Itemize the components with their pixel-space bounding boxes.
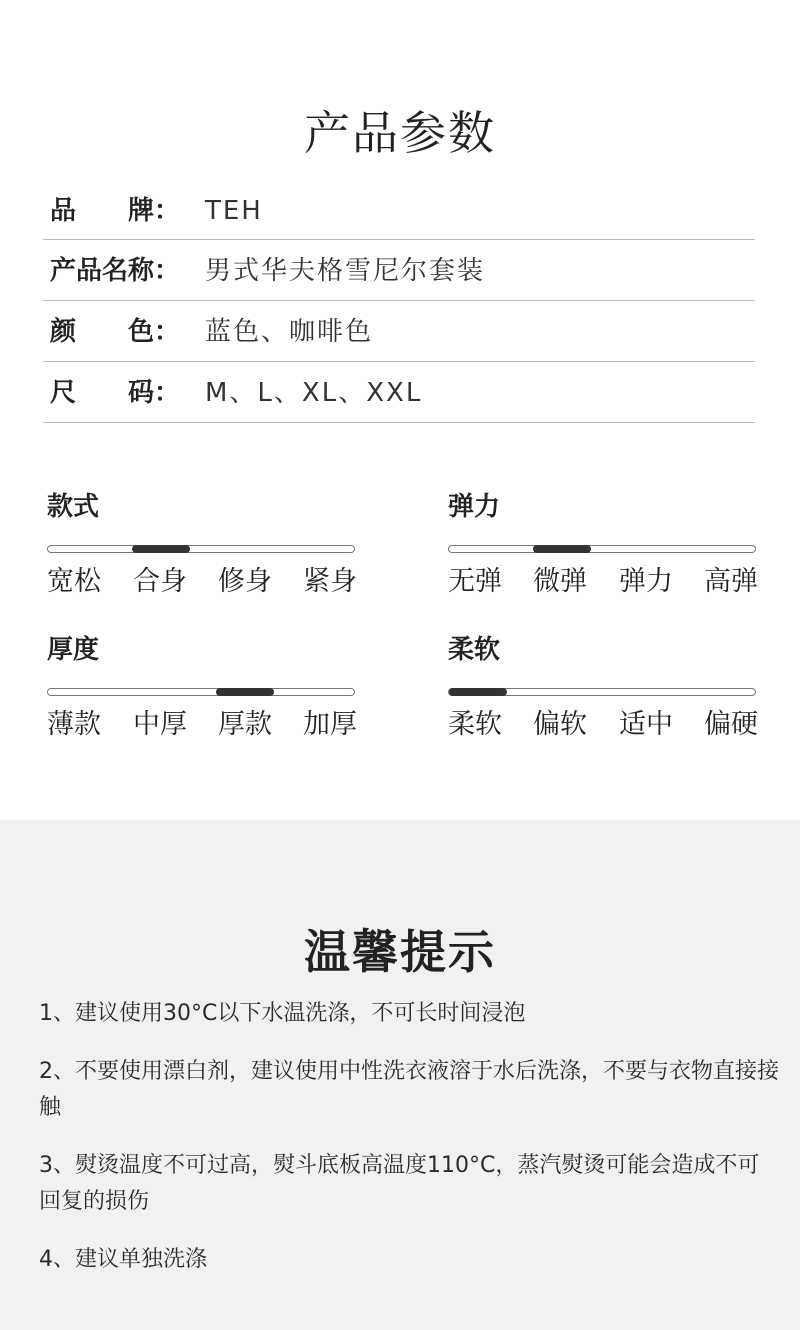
scale-option: 薄款 [47, 709, 101, 740]
tip-item: 2、不要使用漂白剂，建议使用中性洗衣液溶于水后洗涤，不要与衣物直接接触 [39, 1059, 779, 1120]
scale-indicator [449, 688, 507, 696]
spec-row-brand [43, 180, 755, 240]
tip-item: 3、熨烫温度不可过高，熨斗底板高温度110°C，蒸汽熨烫可能会造成不可回复的损伤 [39, 1153, 760, 1214]
scale-option: 偏硬 [704, 709, 758, 740]
spec-value: 男式华夫格雪尼尔套装 [205, 256, 486, 286]
scale-indicator [533, 545, 591, 553]
scale-option: 厚款 [218, 709, 272, 740]
tip-item: 1、建议使用30°C以下水温洗涤，不可长时间浸泡 [39, 1001, 526, 1026]
scale-title: 款式 [47, 492, 100, 522]
scale-option: 偏软 [533, 709, 587, 740]
scale-track [448, 688, 756, 696]
spec-row-product-name [43, 240, 755, 301]
scale-option: 加厚 [303, 709, 357, 740]
scale-option: 微弹 [533, 566, 587, 597]
scale-options [448, 707, 768, 743]
spec-value: M、L、XL、XXL [205, 378, 423, 408]
scale-option: 高弹 [704, 566, 758, 597]
tips-title: 温馨提示 [304, 925, 496, 980]
scale-option: 中厚 [133, 709, 187, 740]
spec-value: TEH [205, 196, 263, 226]
scale-option: 宽松 [47, 566, 101, 597]
tip-item: 4、建议单独洗涤 [39, 1247, 207, 1272]
scale-option: 无弹 [448, 566, 502, 597]
spec-label: 品 牌： [50, 196, 181, 226]
scale-option: 紧身 [303, 566, 357, 597]
spec-row-size [43, 362, 755, 423]
spec-label: 产品名称： [50, 256, 181, 286]
scale-title: 柔软 [448, 635, 501, 665]
scale-indicator [132, 545, 190, 553]
scale-track [47, 688, 355, 696]
spec-label: 尺 码： [50, 378, 181, 408]
tip-list [39, 974, 779, 1297]
scale-option: 适中 [619, 709, 673, 740]
scale-option: 合身 [133, 566, 187, 597]
spec-row-color [43, 301, 755, 362]
scale-option: 柔软 [448, 709, 502, 740]
spec-table [43, 180, 755, 423]
scale-indicator [216, 688, 274, 696]
scale-title: 厚度 [47, 635, 100, 665]
scale-options [47, 707, 367, 743]
scale-options [448, 564, 768, 600]
spec-value: 蓝色、咖啡色 [205, 317, 374, 347]
spec-label: 颜 色： [50, 317, 181, 347]
scale-option: 弹力 [619, 566, 673, 597]
scale-track [47, 545, 355, 553]
care-tips-section [0, 820, 800, 1330]
scale-track [448, 545, 756, 553]
scale-title: 弹力 [448, 492, 501, 522]
scale-options [47, 564, 367, 600]
scale-option: 修身 [218, 566, 272, 597]
params-title: 产品参数 [304, 105, 496, 160]
